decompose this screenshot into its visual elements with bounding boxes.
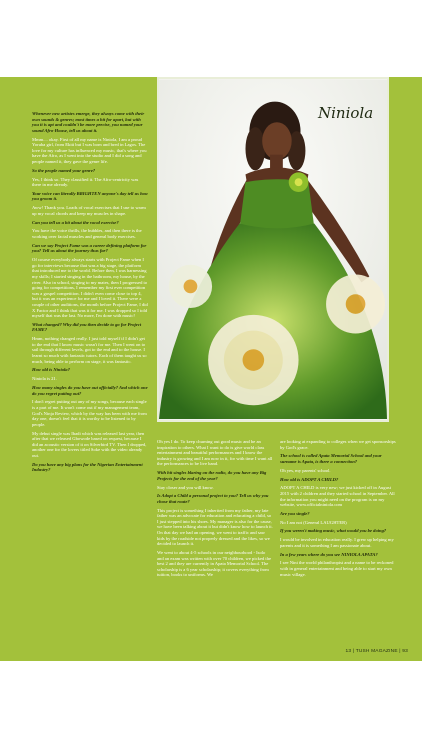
interview-answer: Of course everybody always starts with Project Fame when I go for interviews because that was a big stage, the platform that introduced me to the world. Before then, I was harnessing my skills; I started singing in the bathroom, my house, by the river. Also in school, singing to my mates, then I progressed to going for competitions, I remember my first ever competition was a gospel competition. I didn't even come close to top 4, but it was an experience for me and I loved it. There were a couple of other auditions, the month before Project Fame, I did X Factor and I think that was it for me. I was dropped so I told myself that was the last. No more, I'm done with music! — [32, 257, 148, 319]
interview-question: So the people named your genre? — [32, 167, 96, 173]
interview-answer: I see Nini the world philanthropist and a name to be reckoned with in general entertainment and being able to start my own music village. — [280, 560, 394, 577]
interview-answer: Niniola is 21. — [32, 376, 57, 382]
photo-caption: Niniola — [318, 104, 374, 122]
magazine-page — [0, 77, 422, 661]
interview-question: Your voice can literally BRIGHTEN anyone's day tell us how you groom it. — [32, 190, 148, 202]
page-footer: 13 | TUSH MAGAZINE | 93 — [345, 649, 408, 654]
interview-answer: This project is something I inherited from my father, my late father was an advocate for education and educating a child, so I just stepped into his shoes. My manager is also for the cause, we have been talking about it but didn't know how to launch it. On that day we had an opening, we went to traffic and saw kids by the roadside not properly dressed and the likes, so we decided to launch it. — [157, 507, 273, 547]
interview-answer: Oh yes, my parents' school. — [280, 467, 331, 473]
interview-answer: You have the voice thrills, the bubbles, and then there is the working over facial muscles and general body exercises. — [32, 228, 142, 239]
interview-question: What changed? Why did you then decide to go for Project FAME? — [32, 321, 142, 333]
interview-question: The school is called Apata Memorial School and your surname is Apata, is there a connection? — [280, 453, 382, 464]
interview-answer: No I am not (General LAUGHTER) — [280, 519, 347, 525]
cover-photo — [157, 77, 389, 422]
interview-answer: We went to about 4-5 schools in our neighbourhood - Isolo and an exam was written with over 70 children, we picked the best 2 and they are currently in Apata Memorial School. The scholarship is a 6 year scholarship; it covers everything from tuition, books to uniforms. We — [157, 550, 272, 578]
article-column-right — [280, 439, 396, 580]
interview-answer: Mmm.... okay. First of all my name is Niniola, I am a proud Yoruba girl, from Ekiti but I was born and bred in Lagos. The love for my culture has influenced my music, that's where you have the Afro, as I went into the studio and I did a song and people named it, they gave the genre life. — [32, 136, 147, 164]
interview-answer: are looking at expanding to colleges when we get sponsorships by God's grace. — [280, 439, 396, 450]
interview-question: With hit singles blaring on the radio, do you have any Big Projects for the end of the year? — [157, 470, 267, 481]
interview-answer: Hmm, nothing changed really. I just told myself if I didn't get to the end that I know music wasn't for me. Then I went on to sail through different levels, got to the end and to the house. I learnt so much with fantastic tutors. Each of them taught us so much, being able to perform on stage, it was fantastic. — [32, 336, 147, 364]
interview-answer: I would be involved in education really. I grew up helping my parents and it is something I am passionate about. — [280, 537, 394, 548]
interview-question: In a few years where do you see NINIOLA APATA? — [280, 551, 378, 557]
interview-question: Is Adopt a Child a personal project to you? Tell us why you chose that route? — [157, 493, 269, 504]
interview-question: If you weren't making music, what would you be doing? — [280, 528, 387, 534]
portrait-illustration — [159, 79, 387, 420]
interview-question: How old is Niniola? — [32, 367, 70, 373]
interview-question: Can we say Project Fame was a career defining platform for you? Tell us about the journey thus far? — [32, 242, 147, 254]
interview-question: Do you have any big plans for the Nigerian Entertainment Industry? — [32, 461, 143, 473]
interview-question: How many singles do you have out officially? And which one do you regret putting out? — [32, 384, 148, 396]
interview-question: Whenever new artistes emerge, they always come with their own sounds & genres; most times a hit for apart, but with you it is apt and couldn't be more precise, you named your sound Afro-House, tell us about it. — [32, 111, 145, 133]
article-column-left — [32, 111, 148, 476]
interview-answer: Oh yes I do. To keep churning out good music and be an inspiration to others. What I want to do is give world class entertainment and beautiful performances and I know the industry is growing and I am now in it, for with time I want all the performances to be live band. — [157, 439, 273, 467]
interview-question: Are you single? — [280, 510, 310, 516]
interview-answer: Aww! Thank you. Loads of vocal exercises that I use to warm up my vocal chords and keep my muscles in shape. — [32, 205, 146, 216]
article-column-middle — [157, 439, 273, 581]
interview-question: How old is ADOPT A CHILD? — [280, 476, 339, 482]
interview-answer: Stay closer and you will know. — [157, 484, 214, 490]
interview-answer: ADOPT A CHILD is very new; we just kicked off in August 2015 with 2 children and they started school in September. All the information you might need on the program is on my website, www.officialniniola.com — [280, 485, 395, 508]
interview-answer: Yes, I think so. They classified it. The Afro-centricity was there in me already. — [32, 176, 139, 188]
interview-answer: I don't regret putting out any of my songs, because each single is a part of me. It won't come out if my management team, God's Ninja Review, which by the way has been with me from day one, doesn't feel that it is worthy to be listened to by people. — [32, 399, 147, 427]
interview-question: Can you tell us a bit about the vocal exercise? — [32, 219, 119, 225]
interview-answer: My debut single was Ibadi which was released last year, then after that we released Gbowode based on request, because I did an acoustic version of it on Silverbird TV. Then I dropped, another one for the lovers titled Soke with the video already out. — [32, 430, 147, 458]
